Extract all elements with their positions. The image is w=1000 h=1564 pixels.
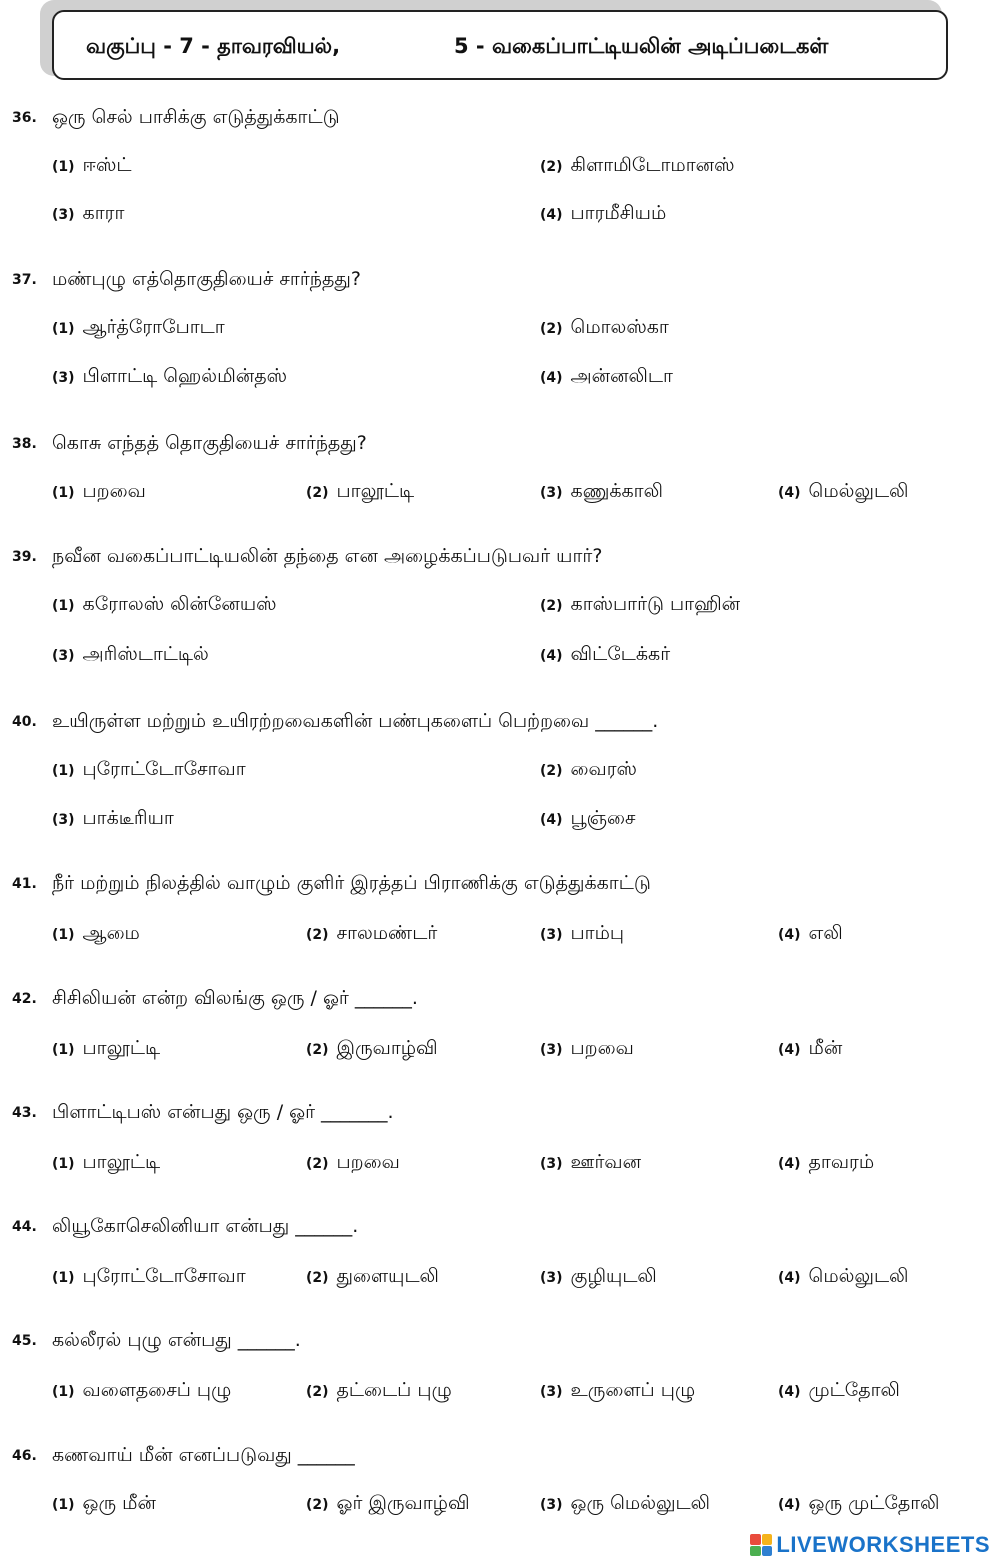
option-1[interactable]: (1) ஆர்த்ரோபோடா <box>52 316 225 338</box>
option-4[interactable]: (4) பாரமீசியம் <box>540 202 667 224</box>
worksheet-header <box>52 10 948 80</box>
question-number: 41. <box>12 876 37 892</box>
option-2[interactable]: (2) சாலமண்டர் <box>306 922 438 944</box>
option-2[interactable]: (2) மொலஸ்கா <box>540 316 669 338</box>
option-3[interactable]: (3) ஊர்வன <box>540 1151 641 1173</box>
question-38 <box>0 432 1000 532</box>
option-1[interactable]: (1) புரோட்டோசோவா <box>52 1265 246 1287</box>
option-4[interactable]: (4) தாவரம் <box>778 1151 875 1173</box>
option-2[interactable]: (2) பறவை <box>306 1151 400 1173</box>
option-1[interactable]: (1) பாலூட்டி <box>52 1151 161 1173</box>
option-4[interactable]: (4) பூஞ்சை <box>540 807 636 829</box>
question-36 <box>0 106 1000 224</box>
option-1[interactable]: (1) பாலூட்டி <box>52 1037 161 1059</box>
brand-name: LIVEWORKSHEETS <box>776 1532 990 1557</box>
question-number: 37. <box>12 272 37 288</box>
option-1[interactable]: (1) பறவை <box>52 480 146 502</box>
option-2[interactable]: (2) ஓர் இருவாழ்வி <box>306 1492 470 1514</box>
option-1[interactable]: (1) ஈஸ்ட் <box>52 154 132 176</box>
header-class-subject: வகுப்பு - 7 - தாவரவியல், <box>86 34 341 58</box>
question-number: 38. <box>12 436 37 452</box>
option-2[interactable]: (2) கிளாமிடோமானஸ் <box>540 154 735 176</box>
question-41 <box>0 872 1000 972</box>
question-40 <box>0 710 1000 829</box>
question-number: 40. <box>12 714 37 730</box>
option-3[interactable]: (3) கணுக்காலி <box>540 480 663 502</box>
question-text: உயிருள்ள மற்றும் உயிரற்றவைகளின் பண்புகளைப் பெற்றவை ______. <box>52 710 659 732</box>
option-1[interactable]: (1) புரோட்டோசோவா <box>52 758 246 780</box>
option-2[interactable]: (2) தட்டைப் புழு <box>306 1379 452 1401</box>
question-44 <box>0 1215 1000 1315</box>
question-number: 46. <box>12 1448 37 1464</box>
question-text: ஒரு செல் பாசிக்கு எடுத்துக்காட்டு <box>52 106 340 128</box>
question-42 <box>0 987 1000 1087</box>
option-1[interactable]: (1) கரோலஸ் லின்னேயஸ் <box>52 593 277 615</box>
option-1[interactable]: (1) ஆமை <box>52 922 140 944</box>
question-number: 42. <box>12 991 37 1007</box>
question-text: சிசிலியன் என்ற விலங்கு ஒரு / ஓர் ______. <box>52 987 418 1009</box>
option-2[interactable]: (2) துளையுடலி <box>306 1265 439 1287</box>
option-4[interactable]: (4) மெல்லுடலி <box>778 480 909 502</box>
question-text: பிளாட்டிபஸ் என்பது ஒரு / ஓர் _______. <box>52 1101 394 1123</box>
option-4[interactable]: (4) எலி <box>778 922 843 944</box>
option-3[interactable]: (3) அரிஸ்டாட்டில் <box>52 643 209 665</box>
liveworksheets-logo <box>750 1532 990 1558</box>
option-4[interactable]: (4) அன்னலிடா <box>540 365 673 387</box>
option-4[interactable]: (4) மெல்லுடலி <box>778 1265 909 1287</box>
option-4[interactable]: (4) முட்தோலி <box>778 1379 900 1401</box>
question-text: கணவாய் மீன் எனப்படுவது ______ <box>52 1444 355 1466</box>
option-3[interactable]: (3) பிளாட்டி ஹெல்மின்தஸ் <box>52 365 287 387</box>
header-chapter-title: 5 - வகைப்பாட்டியலின் அடிப்படைகள் <box>454 34 829 58</box>
option-3[interactable]: (3) ஒரு மெல்லுடலி <box>540 1492 711 1514</box>
option-3[interactable]: (3) பாக்டீரியா <box>52 807 174 829</box>
question-text: லியூகோசெலினியா என்பது ______. <box>52 1215 359 1237</box>
option-1[interactable]: (1) வளைதசைப் புழு <box>52 1379 232 1401</box>
option-3[interactable]: (3) பறவை <box>540 1037 634 1059</box>
liveworksheets-logo-icon <box>750 1534 772 1556</box>
question-number: 39. <box>12 549 37 565</box>
option-3[interactable]: (3) பாம்பு <box>540 922 625 944</box>
option-3[interactable]: (3) குழியுடலி <box>540 1265 657 1287</box>
question-45 <box>0 1329 1000 1429</box>
option-4[interactable]: (4) ஒரு முட்தோலி <box>778 1492 940 1514</box>
question-number: 45. <box>12 1333 37 1349</box>
option-4[interactable]: (4) மீன் <box>778 1037 843 1059</box>
question-text: நீர் மற்றும் நிலத்தில் வாழும் குளிர் இரத்தப் பிராணிக்கு எடுத்துக்காட்டு <box>52 872 651 894</box>
option-4[interactable]: (4) விட்டேக்கர் <box>540 643 671 665</box>
question-39 <box>0 545 1000 665</box>
option-2[interactable]: (2) காஸ்பார்டு பாஹின் <box>540 593 741 615</box>
question-number: 43. <box>12 1105 37 1121</box>
option-2[interactable]: (2) வைரஸ் <box>540 758 637 780</box>
option-2[interactable]: (2) பாலூட்டி <box>306 480 415 502</box>
option-1[interactable]: (1) ஒரு மீன் <box>52 1492 156 1514</box>
question-text: கல்லீரல் புழு என்பது ______. <box>52 1329 301 1351</box>
question-number: 36. <box>12 110 37 126</box>
option-2[interactable]: (2) இருவாழ்வி <box>306 1037 438 1059</box>
option-3[interactable]: (3) காரா <box>52 202 125 224</box>
question-43 <box>0 1101 1000 1201</box>
question-46 <box>0 1444 1000 1544</box>
question-number: 44. <box>12 1219 37 1235</box>
question-text: நவீன வகைப்பாட்டியலின் தந்தை என அழைக்கப்படுபவர் யார்? <box>52 545 603 567</box>
question-text: கொசு எந்தத் தொகுதியைச் சார்ந்தது? <box>52 432 367 454</box>
question-37 <box>0 268 1000 387</box>
question-text: மண்புழு எத்தொகுதியைச் சார்ந்தது? <box>52 268 361 290</box>
option-3[interactable]: (3) உருளைப் புழு <box>540 1379 696 1401</box>
